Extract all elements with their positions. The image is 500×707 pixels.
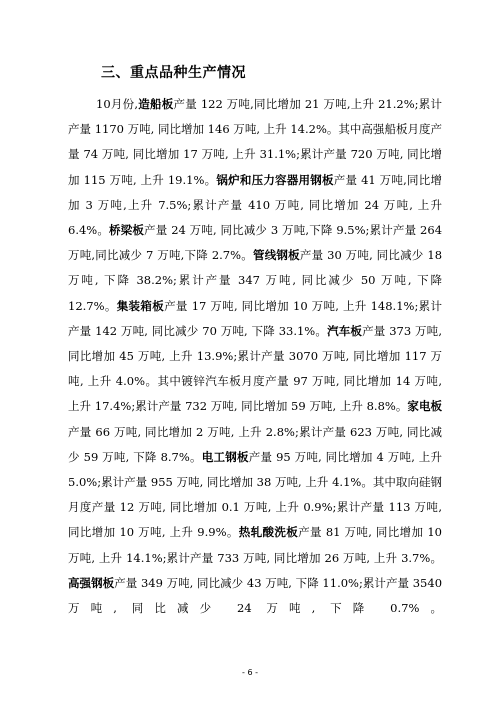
text-run: 产量 81 万吨, 同比增加 10 万吨, 上升 14.1%;累计产量 733 万吨, 同比增加 26 万吨, 上升 3.7%。	[68, 525, 443, 565]
page-number: - 6 -	[242, 668, 258, 677]
text-run: 产量 95 万吨, 同比增加 4 万吨, 上升 5.0%;累计产量 955 万吨, 同比增加 38 万吨, 上升 4.1%。其中取向硅钢月度产量 12 万吨, 同比增加 0.1 万吨, 上升 0.9%;累计产量 113 万吨, 同比增加 10 万吨, 上升 9.9%。	[68, 449, 442, 540]
text-run: 产量 24 万吨, 同比减少 3 万吨,下降 9.5%;累计产量 264 万吨,同比减少 7 万吨,下降 2.7%。	[68, 223, 443, 263]
product-name: 集装箱板	[116, 298, 165, 313]
product-name: 锅炉和压力容器用钢板	[216, 172, 334, 187]
product-name: 热轧酸洗板	[238, 525, 299, 540]
product-name: 家电板	[407, 399, 443, 414]
body-paragraph	[68, 92, 442, 621]
text-run: 产量 373 万吨, 同比增加 45 万吨, 上升 13.9%;累计产量 3070 万吨, 同比增加 117 万吨, 上升 4.0%。其中镀锌汽车板月度产量 97 万吨, 同比增加 14 万吨, 上升 17.4%;累计产量 732 万吨, 同比增加 59 万吨, 上升 8.8%。	[68, 323, 443, 414]
text-run: 产量 349 万吨, 同比减少 43 万吨, 下降 11.0%;累计产量 3540 万吨, 同比减少 24 万吨, 下降 0.7%。	[68, 575, 443, 616]
section-heading: 三、重点品种生产情况	[101, 65, 246, 81]
text-run: 10月份,	[96, 97, 138, 111]
text-run: 产量 122 万吨,同比增加 21 万吨,上升 21.2%;累计产量 1170 万吨, 同比增加 146 万吨, 上升 14.2%。其中高强船板月度产量 74 万吨, 同比增加 17 万吨, 上升 31.1%;累计产量 720 万吨, 同比增加 115 万吨, 上升 19.1%。	[68, 97, 442, 187]
text-run: 产量 66 万吨, 同比增加 2 万吨, 上升 2.8%;累计产量 623 万吨, 同比减少 59 万吨, 下降 8.7%。	[68, 424, 442, 464]
product-name: 汽车板	[327, 323, 363, 338]
product-name: 高强钢板	[68, 575, 115, 590]
product-name: 电工钢板	[201, 449, 249, 464]
product-name: 桥梁板	[109, 223, 145, 238]
text-run: 产量 17 万吨, 同比增加 10 万吨, 上升 148.1%;累计产量 142 万吨, 同比减少 70 万吨, 下降 33.1%。	[68, 298, 442, 338]
product-name: 管线钢板	[253, 248, 300, 263]
product-name: 造船板	[138, 97, 174, 111]
text-run: 产量 41 万吨,同比增加 3 万吨,上升 7.5%;累计产量 410 万吨, 同比增加 24 万吨, 上升 6.4%。	[68, 172, 442, 238]
text-run: 产量 30 万吨, 同比减少 18 万吨, 下降 38.2%;累计产量 347 万吨, 同比减少 50 万吨, 下降 12.7%。	[68, 248, 443, 313]
